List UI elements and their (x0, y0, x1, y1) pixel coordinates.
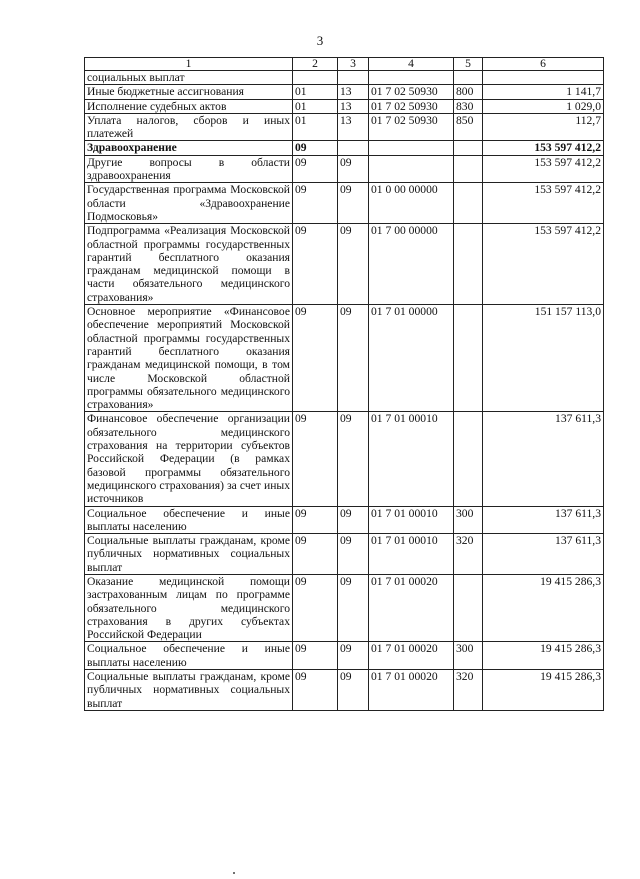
subsection-code-cell: 09 (338, 642, 369, 670)
amount-cell: 19 415 286,3 (483, 574, 604, 641)
row-name-cell: Социальные выплаты гражданам, кроме публичных нормативных социальных выплат (85, 670, 293, 711)
section-code-cell: 09 (293, 224, 338, 305)
row-name-cell: Основное мероприятие «Финансовое обеспечение мероприятий Московской областной программы государственных гарантий бесплатного оказания гражданам медицинской помощи, в том числе Московской областной программы обязательного медицинского страхования» (85, 305, 293, 412)
subsection-code-cell: 09 (338, 155, 369, 183)
target-item-cell: 01 7 01 00020 (369, 574, 454, 641)
expense-type-cell (454, 412, 483, 506)
row-name-cell: Государственная программа Московской области «Здравоохранение Подмосковья» (85, 183, 293, 224)
row-name-cell: Социальные выплаты гражданам, кроме публичных нормативных социальных выплат (85, 534, 293, 575)
section-code-cell: 09 (293, 574, 338, 641)
section-code-cell: 09 (293, 670, 338, 711)
section-code-cell: 01 (293, 99, 338, 113)
target-item-cell: 01 7 01 00020 (369, 642, 454, 670)
amount-cell: 19 415 286,3 (483, 670, 604, 711)
target-item-cell: 01 7 01 00010 (369, 506, 454, 534)
subsection-code-cell: 09 (338, 183, 369, 224)
table-row (85, 113, 604, 141)
target-item-cell: 01 7 02 50930 (369, 113, 454, 141)
table-row (85, 670, 604, 711)
amount-cell: 153 597 412,2 (483, 155, 604, 183)
expense-type-cell: 320 (454, 534, 483, 575)
section-code-cell (293, 71, 338, 85)
target-item-cell: 01 7 01 00000 (369, 305, 454, 412)
table-row (85, 574, 604, 641)
header-cell-1: 1 (85, 58, 293, 71)
target-item-cell (369, 141, 454, 155)
table-row (85, 412, 604, 506)
table-row (85, 534, 604, 575)
target-item-cell: 01 7 02 50930 (369, 99, 454, 113)
expense-type-cell: 800 (454, 85, 483, 99)
subsection-code-cell (338, 71, 369, 85)
amount-cell: 153 597 412,2 (483, 224, 604, 305)
amount-cell: 151 157 113,0 (483, 305, 604, 412)
expense-type-cell: 830 (454, 99, 483, 113)
amount-cell: 137 611,3 (483, 412, 604, 506)
header-cell-5: 5 (454, 58, 483, 71)
subsection-code-cell: 09 (338, 534, 369, 575)
section-code-cell: 01 (293, 85, 338, 99)
target-item-cell: 01 7 01 00010 (369, 534, 454, 575)
subsection-code-cell: 09 (338, 670, 369, 711)
target-item-cell: 01 7 00 00000 (369, 224, 454, 305)
table-row (85, 99, 604, 113)
row-name-cell: Оказание медицинской помощи застрахованным лицам по программе обязательного медицинского страхования в других субъектах Российской Федерации (85, 574, 293, 641)
table-row (85, 506, 604, 534)
target-item-cell (369, 155, 454, 183)
target-item-cell (369, 71, 454, 85)
amount-cell: 153 597 412,2 (483, 141, 604, 155)
amount-cell: 137 611,3 (483, 506, 604, 534)
subsection-code-cell: 09 (338, 574, 369, 641)
subsection-code-cell: 09 (338, 305, 369, 412)
table-row (85, 224, 604, 305)
target-item-cell: 01 7 02 50930 (369, 85, 454, 99)
expense-type-cell (454, 71, 483, 85)
row-name-cell: социальных выплат (85, 71, 293, 85)
table-row (85, 141, 604, 155)
subsection-code-cell: 09 (338, 224, 369, 305)
row-name-cell: Другие вопросы в области здравоохранения (85, 155, 293, 183)
table-row (85, 71, 604, 85)
section-code-cell: 09 (293, 183, 338, 224)
subsection-code-cell (338, 141, 369, 155)
expense-type-cell: 300 (454, 642, 483, 670)
section-code-cell: 09 (293, 506, 338, 534)
amount-cell: 1 029,0 (483, 99, 604, 113)
row-name-cell: Исполнение судебных актов (85, 99, 293, 113)
budget-table-body (85, 58, 604, 711)
expense-type-cell (454, 574, 483, 641)
row-name-cell: Иные бюджетные ассигнования (85, 85, 293, 99)
header-cell-3: 3 (338, 58, 369, 71)
subsection-code-cell: 13 (338, 99, 369, 113)
subsection-code-cell: 09 (338, 506, 369, 534)
row-name-cell: Подпрограмма «Реализация Московской областной программы государственных гарантий бесплатного оказания гражданам медицинской помощи в части обязательного медицинского страхования» (85, 224, 293, 305)
expense-type-cell (454, 183, 483, 224)
budget-table (84, 57, 604, 711)
table-row (85, 183, 604, 224)
header-row (85, 58, 604, 71)
row-name-cell: Финансовое обеспечение организации обязательного медицинского страхования на территории субъектов Российской Федерации (в рамках базовой программы обязательного медицинского страхования) за счет иных источников (85, 412, 293, 506)
amount-cell: 112,7 (483, 113, 604, 141)
section-code-cell: 09 (293, 305, 338, 412)
amount-cell: 137 611,3 (483, 534, 604, 575)
subsection-code-cell: 13 (338, 113, 369, 141)
row-name-cell: Уплата налогов, сборов и иных платежей (85, 113, 293, 141)
amount-cell: 153 597 412,2 (483, 183, 604, 224)
expense-type-cell (454, 224, 483, 305)
amount-cell (483, 71, 604, 85)
expense-type-cell (454, 155, 483, 183)
section-code-cell: 09 (293, 642, 338, 670)
section-code-cell: 09 (293, 412, 338, 506)
section-code-cell: 09 (293, 141, 338, 155)
row-name-cell: Социальное обеспечение и иные выплаты населению (85, 642, 293, 670)
expense-type-cell: 320 (454, 670, 483, 711)
expense-type-cell (454, 305, 483, 412)
subsection-code-cell: 13 (338, 85, 369, 99)
header-cell-2: 2 (293, 58, 338, 71)
header-cell-4: 4 (369, 58, 454, 71)
target-item-cell: 01 7 01 00020 (369, 670, 454, 711)
table-row (85, 305, 604, 412)
expense-type-cell (454, 141, 483, 155)
row-name-cell: Здравоохранение (85, 141, 293, 155)
section-code-cell: 09 (293, 155, 338, 183)
page-number: 3 (316, 33, 324, 48)
target-item-cell: 01 0 00 00000 (369, 183, 454, 224)
expense-type-cell: 850 (454, 113, 483, 141)
section-code-cell: 01 (293, 113, 338, 141)
scan-speck (233, 872, 235, 874)
section-code-cell: 09 (293, 534, 338, 575)
row-name-cell: Социальное обеспечение и иные выплаты населению (85, 506, 293, 534)
expense-type-cell: 300 (454, 506, 483, 534)
table-row (85, 155, 604, 183)
amount-cell: 1 141,7 (483, 85, 604, 99)
table-row (85, 642, 604, 670)
amount-cell: 19 415 286,3 (483, 642, 604, 670)
target-item-cell: 01 7 01 00010 (369, 412, 454, 506)
subsection-code-cell: 09 (338, 412, 369, 506)
header-cell-6: 6 (483, 58, 604, 71)
table-row (85, 85, 604, 99)
